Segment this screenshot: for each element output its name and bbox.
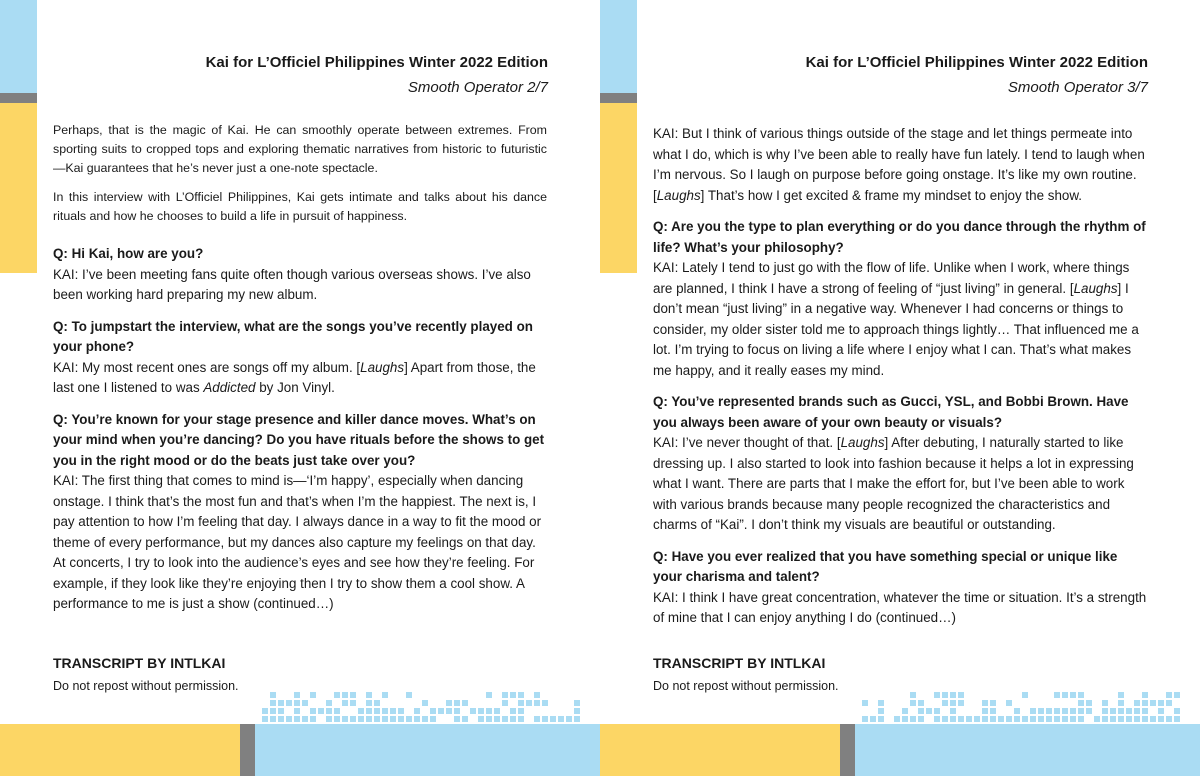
pixel-square [1030, 716, 1036, 722]
article-body [53, 121, 547, 615]
pixel-square [430, 716, 436, 722]
pixel-square [446, 700, 452, 706]
pixel-square [502, 692, 508, 698]
pixel-square [1174, 692, 1180, 698]
pixel-square [342, 700, 348, 706]
pixel-square [958, 692, 964, 698]
pixel-square [366, 692, 372, 698]
pixel-square [294, 708, 300, 714]
footer-yellow-block [600, 724, 840, 776]
pixel-square [1046, 716, 1052, 722]
pixel-square [302, 716, 308, 722]
pixel-square [1078, 692, 1084, 698]
footer-band [600, 724, 1200, 776]
pixel-square [262, 708, 268, 714]
pixel-square [1174, 708, 1180, 714]
pixel-square [286, 716, 292, 722]
footer-gray-block [240, 724, 255, 776]
pixel-square [966, 716, 972, 722]
pixel-square [1006, 716, 1012, 722]
pixel-square [1142, 716, 1148, 722]
pixel-square [1054, 692, 1060, 698]
pixel-square [1150, 716, 1156, 722]
page-subtitle: Smooth Operator 2/7 [407, 79, 548, 96]
pixel-square [422, 716, 428, 722]
pixel-square [870, 716, 876, 722]
pixel-square [1166, 692, 1172, 698]
pixel-square [446, 708, 452, 714]
pixel-square [366, 700, 372, 706]
pixel-square [534, 692, 540, 698]
pixel-square [486, 692, 492, 698]
pixel-square [990, 708, 996, 714]
pixel-square [310, 692, 316, 698]
pixel-square [1158, 708, 1164, 714]
question: Q: You’ve represented brands such as Gucci, YSL, and Bobbi Brown. Have you always been aware of your own beauty or visuals? [653, 394, 1129, 430]
pixel-square [382, 692, 388, 698]
pixel-square [334, 716, 340, 722]
pixel-square [1142, 708, 1148, 714]
pixel-square [310, 716, 316, 722]
pixel-square [414, 716, 420, 722]
pixel-square [454, 700, 460, 706]
pixel-square [910, 692, 916, 698]
pixel-square [406, 716, 412, 722]
pixel-square [1134, 708, 1140, 714]
pixel-square [534, 700, 540, 706]
right-stripe-gray [600, 93, 637, 103]
pixel-square [486, 708, 492, 714]
pixel-square [1014, 716, 1020, 722]
pixel-square [1118, 716, 1124, 722]
question: Q: Hi Kai, how are you? [53, 246, 204, 261]
pixel-square [1054, 708, 1060, 714]
pixel-square [1006, 700, 1012, 706]
pixel-square [510, 692, 516, 698]
pixel-square [1014, 708, 1020, 714]
pixel-square [958, 716, 964, 722]
pixel-square [318, 708, 324, 714]
pixel-square [934, 692, 940, 698]
pixel-square [1062, 708, 1068, 714]
pixel-square [358, 716, 364, 722]
pixel-square [502, 700, 508, 706]
pixel-square [478, 708, 484, 714]
pixel-square [310, 708, 316, 714]
footer-gray-block [840, 724, 855, 776]
pixel-square [510, 708, 516, 714]
pixel-square [350, 700, 356, 706]
pixel-square [1022, 692, 1028, 698]
pixel-square [974, 716, 980, 722]
pixel-square [1030, 708, 1036, 714]
pixel-square [1110, 708, 1116, 714]
pixel-square [894, 716, 900, 722]
pixel-square [270, 692, 276, 698]
pixel-square [334, 708, 340, 714]
pixel-square [326, 716, 332, 722]
pixel-square [326, 708, 332, 714]
pixel-square [1142, 692, 1148, 698]
pixel-square [294, 692, 300, 698]
pixel-square [958, 700, 964, 706]
pixel-square [270, 716, 276, 722]
pixel-square [1054, 716, 1060, 722]
pixel-square [542, 700, 548, 706]
pixel-square [430, 708, 436, 714]
footer-band [0, 724, 600, 776]
pixel-square [1070, 708, 1076, 714]
pixel-square [934, 708, 940, 714]
pixel-square [950, 700, 956, 706]
pixel-square [518, 708, 524, 714]
pixel-square [278, 700, 284, 706]
pixel-square [878, 716, 884, 722]
pixel-square [286, 700, 292, 706]
pixel-square [1174, 716, 1180, 722]
pixel-square [502, 716, 508, 722]
page-subtitle: Smooth Operator 3/7 [1007, 79, 1148, 96]
pixel-square [494, 708, 500, 714]
pixel-square [382, 708, 388, 714]
pixel-square [382, 716, 388, 722]
pixel-square [350, 692, 356, 698]
pixel-square [342, 692, 348, 698]
pixel-square [534, 716, 540, 722]
pixel-square [374, 700, 380, 706]
pixel-square [358, 708, 364, 714]
page-right [600, 0, 1200, 776]
pixel-square [934, 716, 940, 722]
footer-blue-block [255, 724, 600, 776]
pixel-square [1086, 708, 1092, 714]
pixel-square [462, 716, 468, 722]
pixel-square [1158, 716, 1164, 722]
right-stripe-blue [600, 0, 637, 93]
question: Q: Have you ever realized that you have something special or unique like your charisma and talent? [653, 548, 1118, 584]
pixel-square [902, 716, 908, 722]
pixel-square [350, 716, 356, 722]
page-title: Kai for L’Officiel Philippines Winter 2022 Edition [805, 54, 1148, 71]
pixel-square [1118, 692, 1124, 698]
pixel-square [1134, 700, 1140, 706]
pixel-square [574, 708, 580, 714]
pixel-square [862, 716, 868, 722]
pixel-square [910, 716, 916, 722]
pixel-square [262, 716, 268, 722]
pixel-square [1166, 700, 1172, 706]
pixel-square [574, 700, 580, 706]
transcript-credit: TRANSCRIPT BY INTLKAI [53, 655, 226, 671]
pixel-square [342, 716, 348, 722]
pixel-square [878, 708, 884, 714]
left-stripe-gray [0, 93, 37, 103]
answer: KAI: I think I have great concentration, whatever the time or situation. It’s a strength of mine that I can enjoy anything I do (continued…) [653, 589, 1147, 625]
pixel-square [462, 700, 468, 706]
pixel-square [942, 716, 948, 722]
pixel-square [574, 716, 580, 722]
pixel-square [902, 708, 908, 714]
pixel-square [1118, 700, 1124, 706]
answer: KAI: My most recent ones are songs off my album. [Laughs] Apart from those, the last one I listened to was Addicted by Jon Vinyl. [53, 359, 536, 395]
pixel-square [438, 708, 444, 714]
pixel-square [478, 716, 484, 722]
pixel-square [366, 716, 372, 722]
answer: KAI: I’ve never thought of that. [Laughs] After debuting, I naturally started to like dressing up. I also started to look into fashion because it helps a lot in expressing what I want. There are parts that I make the effort for, but I’ve been able to work with various brands because many people recognized the characteristics and charms of “Kai”. I don’t think my visuals are beautiful or outstanding. [653, 435, 1134, 532]
pixel-square [278, 708, 284, 714]
question: Q: You’re known for your stage presence and killer dance moves. What’s on your mind when you’re dancing? Do you have rituals before the shows to get you in the right mood or do the beats just take over you? [53, 411, 545, 468]
pixel-square [1142, 700, 1148, 706]
pixel-square [542, 716, 548, 722]
pixel-square [422, 700, 428, 706]
pixel-square [862, 700, 868, 706]
pixel-square [518, 692, 524, 698]
pixel-square [470, 708, 476, 714]
pixel-square [1062, 692, 1068, 698]
pixel-square [278, 716, 284, 722]
pixel-square [942, 700, 948, 706]
pixel-square [950, 708, 956, 714]
pixel-square [398, 716, 404, 722]
pixel-square [390, 716, 396, 722]
pixel-square [366, 708, 372, 714]
pixel-square [414, 708, 420, 714]
pixel-square [998, 716, 1004, 722]
pixel-square [1038, 716, 1044, 722]
answer: KAI: But I think of various things outside of the stage and let things permeate into what I do, which is why I’ve been able to really have fun lately. I tend to laugh when I’m nervous. So I laugh on purpose before going onstage. It’s like my own routine. [Laughs] That’s how I get excited & frame my mindset to enjoy the show. [653, 126, 1145, 203]
pixel-square [918, 708, 924, 714]
pixel-square [518, 716, 524, 722]
pixel-square [454, 708, 460, 714]
pixel-square [1134, 716, 1140, 722]
pixel-square [982, 716, 988, 722]
transcript-credit: TRANSCRIPT BY INTLKAI [653, 655, 826, 671]
pixel-square [398, 708, 404, 714]
pixel-square [558, 716, 564, 722]
pixel-square [1086, 700, 1092, 706]
left-stripe-yellow [0, 103, 37, 273]
article-body [653, 124, 1147, 629]
pixel-square [1070, 716, 1076, 722]
pixel-square [990, 700, 996, 706]
answer: KAI: Lately I tend to just go with the flow of life. Unlike when I work, where things are planned, I think I have a strong of feeling of “just living” in general. [Laughs] I don’t mean “just living” in a negative way. Whenever I had concerns or things to consider, my older sister told me to approach things lightly… That influenced me a lot. I’m trying to focus on living a life where I enjoy what I can. That’s what makes me happy, and it really eases my mind. [653, 260, 1139, 378]
pixel-square [550, 716, 556, 722]
pixel-square [326, 700, 332, 706]
pixel-square [1022, 716, 1028, 722]
pixel-square [950, 692, 956, 698]
repost-note: Do not repost without permission. [653, 679, 839, 693]
pixel-square [526, 700, 532, 706]
pixel-square [1094, 716, 1100, 722]
pixel-square [518, 700, 524, 706]
pixel-square [1102, 700, 1108, 706]
pixel-square [1158, 700, 1164, 706]
question: Q: Are you the type to plan everything or do you dance through the rhythm of life? What’s your philosophy? [653, 219, 1146, 255]
pixel-square [926, 708, 932, 714]
pixel-square [406, 692, 412, 698]
pixel-square [982, 708, 988, 714]
pixel-square [990, 716, 996, 722]
question: Q: To jumpstart the interview, what are the songs you’ve recently played on your phone? [53, 318, 533, 354]
pixel-square [910, 700, 916, 706]
pixel-square [270, 708, 276, 714]
pixel-square [1102, 708, 1108, 714]
pixel-square [1070, 692, 1076, 698]
pixel-square [1046, 708, 1052, 714]
pixel-square [1150, 700, 1156, 706]
intro-paragraph: Perhaps, that is the magic of Kai. He can smoothly operate between extremes. From sporting suits to cropped tops and exploring thematic narratives from historic to futuristic—Kai guarantees that he’s never just a one-note spectacle. [53, 123, 547, 175]
pixel-square [982, 700, 988, 706]
footer-blue-block [855, 724, 1200, 776]
pixel-square [510, 716, 516, 722]
pixel-square [1078, 716, 1084, 722]
pixel-square [1118, 708, 1124, 714]
pixel-square [1102, 716, 1108, 722]
pixel-square [1126, 716, 1132, 722]
answer: KAI: I’ve been meeting fans quite often though various overseas shows. I’ve also been working hard preparing my new album. [53, 266, 531, 302]
pixel-square [270, 700, 276, 706]
right-stripe-yellow [600, 103, 637, 273]
pixel-square [390, 708, 396, 714]
pixel-square [1078, 700, 1084, 706]
pixel-square [918, 716, 924, 722]
pixel-square [1126, 708, 1132, 714]
footer-yellow-block [0, 724, 240, 776]
pixel-square [302, 700, 308, 706]
pixel-square [454, 716, 460, 722]
pixel-square [566, 716, 572, 722]
pixel-square [374, 708, 380, 714]
pixel-square [942, 692, 948, 698]
pixel-square [374, 716, 380, 722]
repost-note: Do not repost without permission. [53, 679, 239, 693]
pixel-square [1166, 716, 1172, 722]
pixel-square [1038, 708, 1044, 714]
pixel-square [334, 692, 340, 698]
pixel-square [1078, 708, 1084, 714]
page-title: Kai for L’Officiel Philippines Winter 2022 Edition [205, 54, 548, 71]
left-stripe-blue [0, 0, 37, 93]
pixel-square [1062, 716, 1068, 722]
pixel-square [494, 716, 500, 722]
intro-paragraph: In this interview with L’Officiel Philippines, Kai gets intimate and talks about his dance rituals and how he chooses to build a life in pursuit of happiness. [53, 190, 547, 223]
pixel-square [918, 700, 924, 706]
pixel-square [486, 716, 492, 722]
answer: KAI: The first thing that comes to mind is—‘I’m happy’, especially when dancing onstage. I think that’s the most fun and that’s when I’m the happiest. The next is, I pay attention to how I’m feeling that day. I always dance in a way to fit the mood or theme of every performance, but my dances also capture my feelings on that day. At concerts, I try to look into the audience’s eyes and see how they’re feeling. For example, if they look like they’re enjoying then I try to show them a cool show. A performance to me is just a show (continued…) [53, 473, 542, 611]
pixel-square [950, 716, 956, 722]
pixel-square [1110, 716, 1116, 722]
pixel-square [294, 716, 300, 722]
pixel-square [878, 700, 884, 706]
pixel-square [294, 700, 300, 706]
